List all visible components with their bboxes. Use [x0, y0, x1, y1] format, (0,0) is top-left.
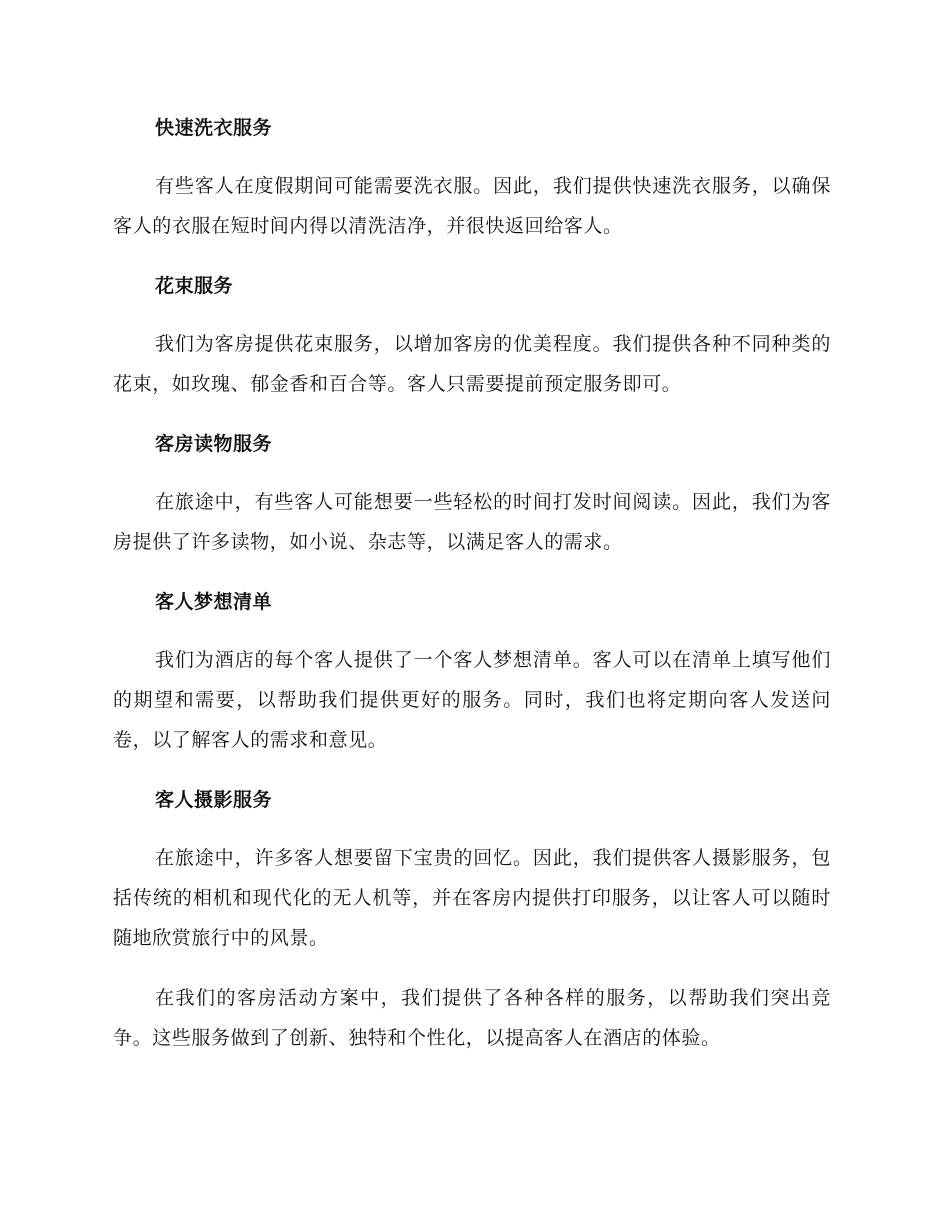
section-heading: 客人梦想清单	[155, 591, 273, 613]
section-flowers	[113, 266, 831, 404]
section-reading	[113, 424, 831, 562]
section-paragraph: 有些客人在度假期间可能需要洗衣服。因此，我们提供快速洗衣服务，以确保客人的衣服在短时间内得以清洗洁净，并很快返回给客人。	[113, 175, 831, 237]
section-heading: 客房读物服务	[155, 433, 273, 455]
section-paragraph: 在旅途中，许多客人想要留下宝贵的回忆。因此，我们提供客人摄影服务，包括传统的相机和现代化的无人机等，并在客房内提供打印服务，以让客人可以随时随地欣赏旅行中的风景。	[113, 847, 831, 949]
section-dream-list	[113, 582, 831, 760]
section-paragraph: 我们为酒店的每个客人提供了一个客人梦想清单。客人可以在清单上填写他们的期望和需要，以帮助我们提供更好的服务。同时，我们也将定期向客人发送问卷，以了解客人的需求和意见。	[113, 649, 831, 751]
document-page	[113, 108, 831, 1078]
section-paragraph: 在旅途中，有些客人可能想要一些轻松的时间打发时间阅读。因此，我们为客房提供了许多读物，如小说、杂志等，以满足客人的需求。	[113, 491, 831, 553]
section-heading: 客人摄影服务	[155, 789, 273, 811]
section-photography	[113, 780, 831, 958]
section-laundry	[113, 108, 831, 246]
section-heading: 快速洗衣服务	[155, 117, 273, 139]
section-paragraph: 我们为客房提供花束服务，以增加客房的优美程度。我们提供各种不同种类的花束，如玫瑰、郁金香和百合等。客人只需要提前预定服务即可。	[113, 333, 831, 395]
closing-paragraph: 在我们的客房活动方案中，我们提供了各种各样的服务，以帮助我们突出竞争。这些服务做到了创新、独特和个性化，以提高客人在酒店的体验。	[113, 987, 831, 1049]
section-heading: 花束服务	[155, 275, 234, 297]
